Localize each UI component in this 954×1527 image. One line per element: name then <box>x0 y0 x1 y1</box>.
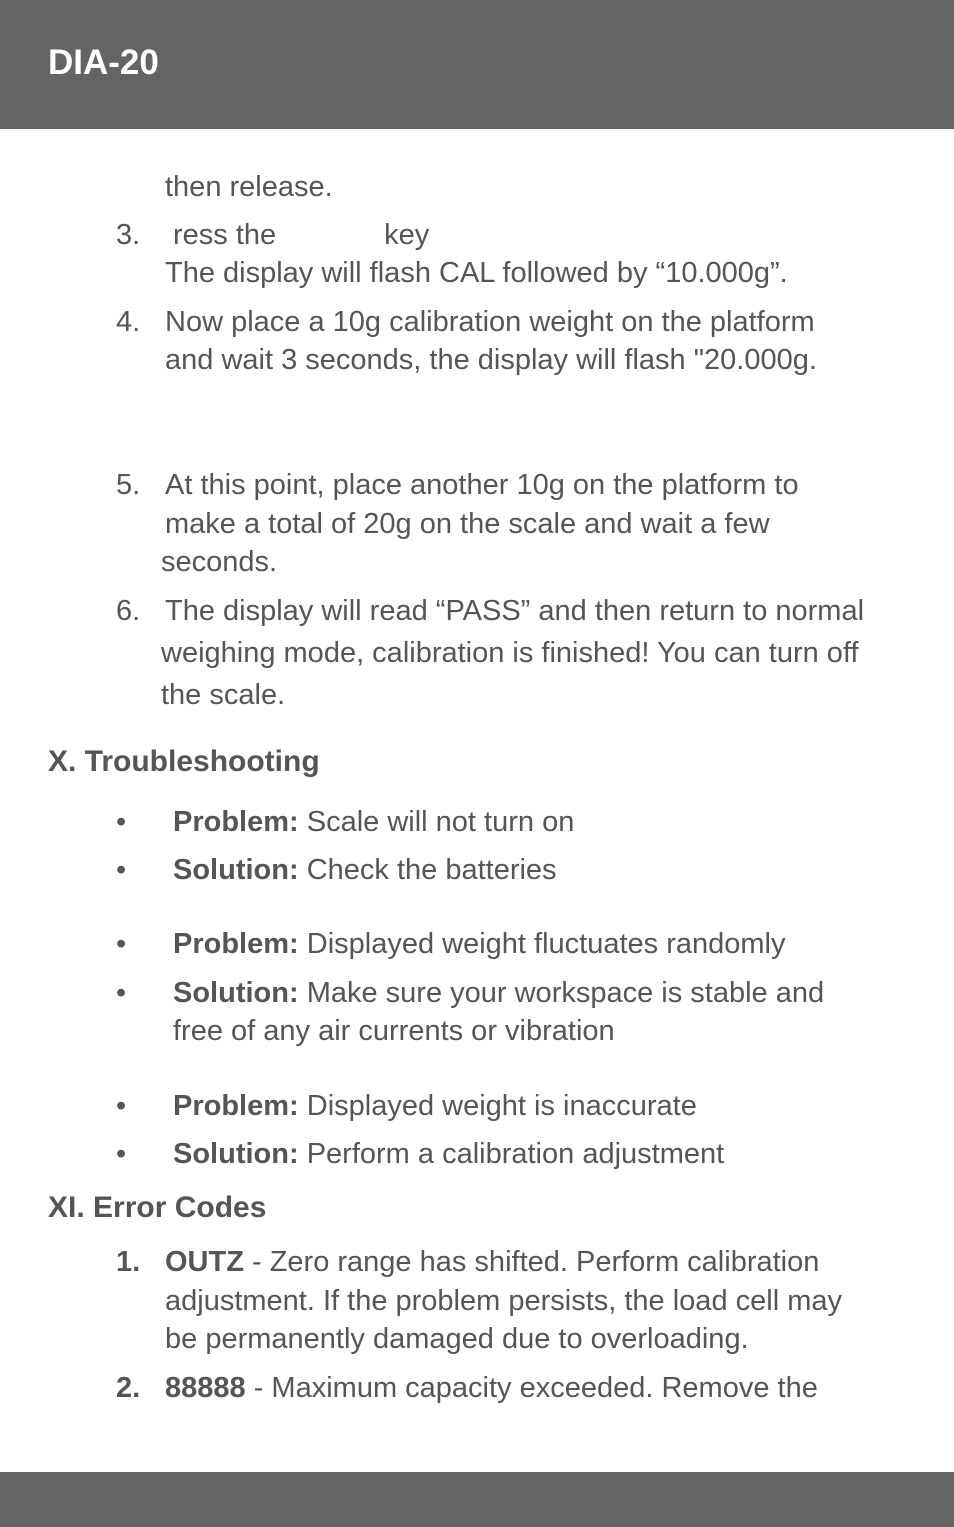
page-footer <box>0 1472 954 1527</box>
step-5-line-1: At this point, place another 10g on the platform to <box>165 469 799 501</box>
step-4-number: 4. <box>116 306 141 338</box>
solution-1-text: Check the batteries <box>306 854 557 886</box>
step-5-line-2: make a total of 20g on the scale and wait a few <box>165 508 770 540</box>
step-3-text-before: ress the <box>173 219 277 251</box>
bullet-icon: • <box>116 806 127 838</box>
solution-2 <box>173 974 824 1012</box>
solution-2-line-2: free of any air currents or vibration <box>173 1015 615 1047</box>
bullet-icon: • <box>116 977 127 1009</box>
step-3-line-2: The display will flash CAL followed by “10.000g”. <box>165 257 788 289</box>
problem-1 <box>173 803 574 841</box>
solution-2-text: Make sure your workspace is stable and <box>306 977 825 1009</box>
solution-1 <box>173 851 557 889</box>
step-6-line-2: weighing mode, calibration is finished! You can turn off <box>161 637 859 669</box>
problem-label: Problem: <box>173 928 299 960</box>
problem-2-text: Displayed weight fluctuates randomly <box>306 928 786 960</box>
step-6-line-3: the scale. <box>161 679 286 711</box>
error-1-number: 1. <box>116 1246 141 1278</box>
bullet-icon: • <box>116 1138 127 1170</box>
error-2-number: 2. <box>116 1372 141 1404</box>
error-1-line-2: adjustment. If the problem persists, the load cell may <box>165 1285 842 1317</box>
step-4-line-1: Now place a 10g calibration weight on the platform <box>165 306 815 338</box>
problem-label: Problem: <box>173 806 299 838</box>
error-2-code: 88888 <box>165 1372 246 1404</box>
problem-3-text: Displayed weight is inaccurate <box>306 1090 697 1122</box>
solution-label: Solution: <box>173 854 299 886</box>
error-2-desc: - Maximum capacity exceeded. Remove the <box>245 1372 818 1404</box>
error-1-line-1 <box>165 1243 819 1281</box>
solution-label: Solution: <box>173 977 299 1009</box>
step-6-line-1: The display will read “PASS” and then return to normal <box>165 595 865 627</box>
step-3-number: 3. <box>116 219 141 251</box>
problem-1-text: Scale will not turn on <box>306 806 575 838</box>
bullet-icon: • <box>116 854 127 886</box>
solution-3-text: Perform a calibration adjustment <box>306 1138 725 1170</box>
step-3-text-after: key <box>384 219 430 251</box>
step-5-number: 5. <box>116 469 141 501</box>
step-3-text <box>173 216 429 254</box>
step-4-line-2: and wait 3 seconds, the display will flash "20.000g. <box>165 344 817 376</box>
bullet-icon: • <box>116 1090 127 1122</box>
page-header <box>0 0 954 129</box>
error-1-line-3: be permanently damaged due to overloading. <box>165 1323 749 1355</box>
error-1-code: OUTZ <box>165 1246 244 1278</box>
solution-3 <box>173 1135 724 1173</box>
problem-3 <box>173 1087 697 1125</box>
error-2-line-1 <box>165 1369 818 1407</box>
document-title: DIA-20 <box>48 43 159 82</box>
problem-label: Problem: <box>173 1090 299 1122</box>
error-1-desc: - Zero range has shifted. Perform calibration <box>243 1246 820 1278</box>
troubleshooting-heading: X. Troubleshooting <box>48 745 320 778</box>
step-5-line-3: seconds. <box>161 546 278 578</box>
error-codes-heading: XI. Error Codes <box>48 1191 267 1224</box>
step-6-number: 6. <box>116 595 141 627</box>
solution-label: Solution: <box>173 1138 299 1170</box>
bullet-icon: • <box>116 928 127 960</box>
problem-2 <box>173 925 786 963</box>
calibration-continuation: then release. <box>165 171 333 203</box>
